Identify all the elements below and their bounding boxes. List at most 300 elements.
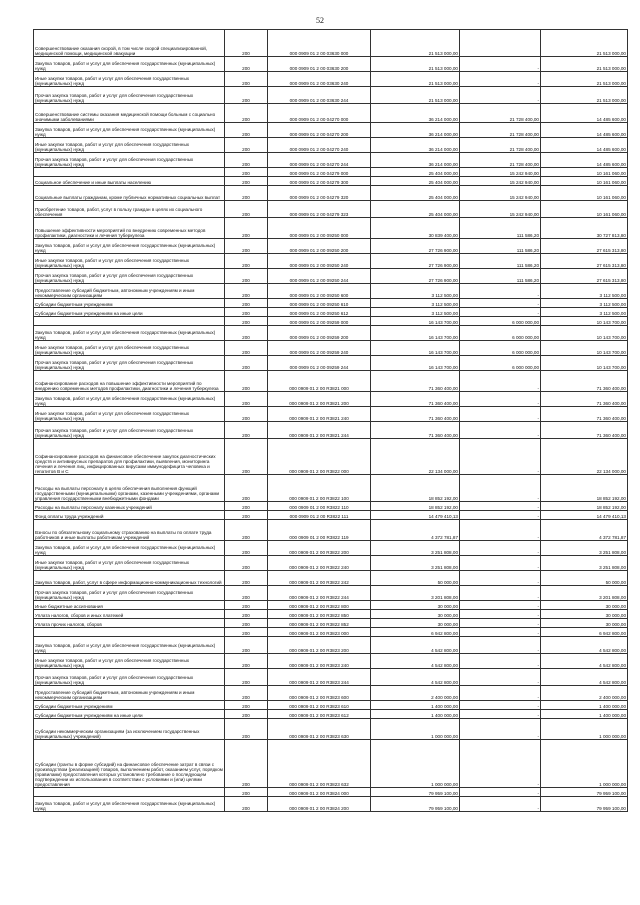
table-row <box>34 177 628 186</box>
row-approved-amount-cell: 25 404 000,00 <box>371 186 460 201</box>
row-classification-code-cell: 000 0909 01 2 00 R3821 200 <box>268 392 371 407</box>
row-remaining-amount-cell: 22 134 000,00 <box>541 439 628 475</box>
row-approved-amount-cell: 4 542 800,00 <box>371 654 460 669</box>
row-approved-amount-cell: 27 726 900,00 <box>371 254 460 269</box>
row-remaining-amount-cell: 10 161 060,00 <box>541 177 628 186</box>
row-remaining-amount-cell: 10 143 700,00 <box>541 356 628 371</box>
row-classification-code-cell: 000 0909 01 2 00 R3822 110 <box>268 502 371 511</box>
row-executed-amount-cell: 6 000 000,00 <box>460 341 541 356</box>
row-executed-amount-cell: 6 000 000,00 <box>460 356 541 371</box>
row-name-cell: Закупка товаров, работ и услуг для обеспечения государственных (муниципальных) нужд <box>34 326 225 341</box>
table-row <box>34 392 628 407</box>
row-code-cell: 200 <box>225 87 268 104</box>
row-executed-amount-cell: - <box>460 740 541 788</box>
row-executed-amount-cell: 21 728 400,00 <box>460 138 541 153</box>
table-row <box>34 628 628 637</box>
row-remaining-amount-cell: 14 485 600,00 <box>541 104 628 123</box>
table-row <box>34 57 628 72</box>
row-classification-code-cell: 000 0909 01 2 00 04270 200 <box>268 123 371 138</box>
row-executed-amount-cell: 15 242 940,00 <box>460 186 541 201</box>
row-executed-amount-cell: - <box>460 371 541 392</box>
row-classification-code-cell: 000 0909 01 2 00 R3822 111 <box>268 511 371 520</box>
row-name-cell: Прочая закупка товаров, работ и услуг для обеспечения государственных (муниципальных) нужд <box>34 87 225 104</box>
row-code-cell: 200 <box>225 317 268 326</box>
row-classification-code-cell: 000 0909 01 2 00 09250 200 <box>268 239 371 254</box>
row-classification-code-cell: 000 0909 01 2 00 09259 000 <box>268 317 371 326</box>
row-classification-code-cell: 000 0909 01 2 00 R3823 600 <box>268 686 371 701</box>
row-name-cell: Предоставление субсидий бюджетным, автономным учреждениям и иным некоммерческим организациям <box>34 686 225 701</box>
table-row <box>34 654 628 669</box>
row-code-cell: 200 <box>225 254 268 269</box>
row-name-cell: Предоставление субсидий бюджетным, автономным учреждениям и иным некоммерческим организациям <box>34 284 225 299</box>
row-executed-amount-cell: 111 586,20 <box>460 254 541 269</box>
row-name-cell: Закупка товаров, работ и услуг для обеспечения государственных (муниципальных) нужд <box>34 637 225 654</box>
row-executed-amount-cell <box>460 30 541 57</box>
row-executed-amount-cell: 111 586,20 <box>460 269 541 284</box>
row-code-cell: 200 <box>225 502 268 511</box>
row-name-cell <box>34 168 225 177</box>
row-code-cell: 200 <box>225 392 268 407</box>
row-name-cell: Закупка товаров, работ и услуг для обеспечения государственных (муниципальных) нужд <box>34 57 225 72</box>
table-row <box>34 317 628 326</box>
row-classification-code-cell: 000 0909 01 2 00 04279 323 <box>268 201 371 218</box>
row-name-cell: Закупка товаров, работ и услуг для обеспечения государственных (муниципальных) нужд <box>34 541 225 556</box>
row-classification-code-cell: 000 0909 01 2 00 R3821 240 <box>268 407 371 422</box>
row-code-cell: 200 <box>225 168 268 177</box>
row-classification-code-cell: 000 0909 01 2 00 03630 000 <box>268 30 371 57</box>
row-remaining-amount-cell: 10 143 700,00 <box>541 317 628 326</box>
row-name-cell: Иные закупки товаров, работ и услуг для обеспечения государственных (муниципальных) нужд <box>34 72 225 87</box>
row-approved-amount-cell: 21 513 000,00 <box>371 72 460 87</box>
row-remaining-amount-cell: 30 000,00 <box>541 610 628 619</box>
row-remaining-amount-cell: 1 400 000,00 <box>541 710 628 719</box>
table-row <box>34 669 628 686</box>
table-row <box>34 701 628 710</box>
row-approved-amount-cell: 18 852 192,00 <box>371 502 460 511</box>
row-executed-amount-cell: 111 586,20 <box>460 239 541 254</box>
row-executed-amount-cell: - <box>460 654 541 669</box>
row-classification-code-cell: 000 0909 01 2 00 09250 244 <box>268 269 371 284</box>
row-code-cell: 200 <box>225 586 268 601</box>
table-row <box>34 308 628 317</box>
row-name-cell: Субсидии бюджетным учреждениям <box>34 701 225 710</box>
row-remaining-amount-cell: 4 372 781,87 <box>541 520 628 541</box>
row-classification-code-cell: 000 0909 01 2 00 04279 000 <box>268 168 371 177</box>
row-approved-amount-cell: 3 112 500,00 <box>371 299 460 308</box>
row-remaining-amount-cell: 10 161 060,00 <box>541 168 628 177</box>
row-classification-code-cell: 000 0909 01 2 00 R3822 242 <box>268 571 371 586</box>
row-classification-code-cell: 000 0909 01 2 00 R3822 200 <box>268 541 371 556</box>
row-approved-amount-cell: 30 000,00 <box>371 610 460 619</box>
row-approved-amount-cell: 6 942 800,00 <box>371 628 460 637</box>
row-classification-code-cell: 000 0909 01 2 00 04279 320 <box>268 186 371 201</box>
row-executed-amount-cell: - <box>460 628 541 637</box>
table-row <box>34 556 628 571</box>
row-name-cell: Уплата прочих налогов, сборов <box>34 619 225 628</box>
row-remaining-amount-cell: 21 513 000,00 <box>541 87 628 104</box>
row-name-cell: Социальные выплаты гражданам, кроме публичных нормативных социальных выплат <box>34 186 225 201</box>
row-remaining-amount-cell: 30 000,00 <box>541 619 628 628</box>
table-row <box>34 422 628 439</box>
row-executed-amount-cell: 15 242 940,00 <box>460 177 541 186</box>
row-remaining-amount-cell: 10 161 060,00 <box>541 201 628 218</box>
row-classification-code-cell: 000 0909 01 2 00 R3822 244 <box>268 586 371 601</box>
row-remaining-amount-cell: 10 143 700,00 <box>541 341 628 356</box>
table-row <box>34 123 628 138</box>
row-remaining-amount-cell: 21 513 000,00 <box>541 30 628 57</box>
row-code-cell: 200 <box>225 719 268 740</box>
row-name-cell: Повышение эффективности мероприятий по внедрению современных методов профилактики, диагностики и лечения туберкулеза <box>34 218 225 239</box>
row-approved-amount-cell: 79 959 100,00 <box>371 797 460 812</box>
row-code-cell: 200 <box>225 407 268 422</box>
table-row <box>34 571 628 586</box>
row-classification-code-cell: 000 0909 01 2 00 R3822 119 <box>268 520 371 541</box>
row-remaining-amount-cell: 14 485 600,00 <box>541 123 628 138</box>
row-executed-amount-cell: 15 242 940,00 <box>460 201 541 218</box>
row-approved-amount-cell: 3 112 500,00 <box>371 284 460 299</box>
table-row <box>34 407 628 422</box>
row-remaining-amount-cell: 10 161 060,00 <box>541 186 628 201</box>
row-approved-amount-cell: 71 360 400,00 <box>371 422 460 439</box>
table-row <box>34 619 628 628</box>
table-row <box>34 239 628 254</box>
row-executed-amount-cell: - <box>460 586 541 601</box>
row-name-cell: Фонд оплаты труда учреждений <box>34 511 225 520</box>
row-approved-amount-cell: 3 251 808,00 <box>371 556 460 571</box>
row-executed-amount-cell: - <box>460 669 541 686</box>
row-name-cell: Субсидии бюджетным учреждениям на иные цели <box>34 308 225 317</box>
row-code-cell: 200 <box>225 123 268 138</box>
row-name-cell: Закупка товаров, работ и услуг для обеспечения государственных (муниципальных) нужд <box>34 239 225 254</box>
row-code-cell: 200 <box>225 269 268 284</box>
row-code-cell: 200 <box>225 239 268 254</box>
row-classification-code-cell: 000 0909 01 2 00 09250 612 <box>268 308 371 317</box>
row-approved-amount-cell: 71 360 400,00 <box>371 407 460 422</box>
row-approved-amount-cell: 71 360 400,00 <box>371 371 460 392</box>
row-remaining-amount-cell: 3 251 808,00 <box>541 541 628 556</box>
row-executed-amount-cell: - <box>460 701 541 710</box>
row-executed-amount-cell: - <box>460 87 541 104</box>
row-executed-amount-cell: - <box>460 710 541 719</box>
row-code-cell: 200 <box>225 371 268 392</box>
row-classification-code-cell: 000 0909 01 2 00 R3822 100 <box>268 475 371 502</box>
row-name-cell: Закупка товаров, работ, услуг в сфере информационно-коммуникационных технологий <box>34 571 225 586</box>
row-name-cell: Субсидии бюджетным учреждениям <box>34 299 225 308</box>
row-code-cell: 200 <box>225 104 268 123</box>
row-code-cell: 200 <box>225 218 268 239</box>
row-name-cell: Иные закупки товаров, работ и услуг для обеспечения государственных (муниципальных) нужд <box>34 341 225 356</box>
row-name-cell: Прочая закупка товаров, работ и услуг для обеспечения государственных (муниципальных) нужд <box>34 153 225 168</box>
row-executed-amount-cell: - <box>460 299 541 308</box>
table-row <box>34 710 628 719</box>
table-row <box>34 326 628 341</box>
table-row <box>34 138 628 153</box>
row-classification-code-cell: 000 0909 01 2 00 04270 244 <box>268 153 371 168</box>
row-code-cell: 200 <box>225 341 268 356</box>
table-row <box>34 520 628 541</box>
row-executed-amount-cell: - <box>460 284 541 299</box>
row-approved-amount-cell: 27 726 900,00 <box>371 269 460 284</box>
row-code-cell: 200 <box>225 186 268 201</box>
row-code-cell: 200 <box>225 619 268 628</box>
row-remaining-amount-cell: 21 513 000,00 <box>541 72 628 87</box>
row-executed-amount-cell: - <box>460 788 541 797</box>
row-remaining-amount-cell: 14 485 600,00 <box>541 138 628 153</box>
row-remaining-amount-cell: 3 112 500,00 <box>541 308 628 317</box>
row-approved-amount-cell: 25 404 000,00 <box>371 177 460 186</box>
row-name-cell: Прочая закупка товаров, работ и услуг для обеспечения государственных (муниципальных) нужд <box>34 269 225 284</box>
row-classification-code-cell: 000 0909 01 2 00 09250 610 <box>268 299 371 308</box>
row-name-cell: Иные бюджетные ассигнования <box>34 601 225 610</box>
row-classification-code-cell: 000 0909 01 2 00 R3822 000 <box>268 439 371 475</box>
row-classification-code-cell: 000 0909 01 2 00 R3823 612 <box>268 710 371 719</box>
row-approved-amount-cell: 1 400 000,00 <box>371 701 460 710</box>
row-classification-code-cell: 000 0909 01 2 00 R3823 200 <box>268 637 371 654</box>
row-remaining-amount-cell: 50 000,00 <box>541 571 628 586</box>
row-executed-amount-cell: - <box>460 475 541 502</box>
table-row <box>34 740 628 788</box>
row-classification-code-cell: 000 0909 01 2 00 09250 240 <box>268 254 371 269</box>
row-classification-code-cell: 000 0909 01 2 00 R3822 800 <box>268 601 371 610</box>
row-approved-amount-cell: 36 214 000,00 <box>371 138 460 153</box>
row-remaining-amount-cell: 1 000 000,00 <box>541 719 628 740</box>
row-approved-amount-cell: 3 251 808,00 <box>371 541 460 556</box>
row-executed-amount-cell: - <box>460 601 541 610</box>
row-executed-amount-cell: - <box>460 422 541 439</box>
row-executed-amount-cell: - <box>460 308 541 317</box>
row-name-cell: Закупка товаров, работ и услуг для обеспечения государственных (муниципальных) нужд <box>34 392 225 407</box>
row-remaining-amount-cell: 10 143 700,00 <box>541 326 628 341</box>
row-code-cell: 200 <box>225 30 268 57</box>
row-approved-amount-cell: 21 513 000,00 <box>371 57 460 72</box>
row-code-cell: 200 <box>225 72 268 87</box>
row-executed-amount-cell: - <box>460 439 541 475</box>
row-remaining-amount-cell: 4 542 800,00 <box>541 654 628 669</box>
row-code-cell: 200 <box>225 422 268 439</box>
row-name-cell: Прочая закупка товаров, работ и услуг для обеспечения государственных (муниципальных) нужд <box>34 586 225 601</box>
table-row <box>34 610 628 619</box>
row-executed-amount-cell: - <box>460 610 541 619</box>
row-code-cell: 200 <box>225 541 268 556</box>
row-code-cell: 200 <box>225 669 268 686</box>
row-name-cell: Субсидии (гранты в форме субсидий) на финансовое обеспечение затрат в связи с производством (реализацией) товаров, выполнением работ, оказанием услуг, порядком (правилами) предоставления которых установлено требование о последующем подтверждении их использования в соответствии с условиями и (или) целями предоставления <box>34 740 225 788</box>
table-row <box>34 201 628 218</box>
row-approved-amount-cell: 21 513 000,00 <box>371 30 460 57</box>
row-name-cell: Иные закупки товаров, работ и услуг для обеспечения государственных (муниципальных) нужд <box>34 138 225 153</box>
row-classification-code-cell: 000 0909 01 2 00 04279 300 <box>268 177 371 186</box>
row-classification-code-cell: 000 0909 01 2 00 R3823 244 <box>268 669 371 686</box>
row-approved-amount-cell: 14 479 410,13 <box>371 511 460 520</box>
row-executed-amount-cell: - <box>460 571 541 586</box>
row-classification-code-cell: 000 0909 01 2 00 R3823 240 <box>268 654 371 669</box>
row-classification-code-cell: 000 0909 01 2 00 R3823 610 <box>268 701 371 710</box>
table-row <box>34 87 628 104</box>
row-approved-amount-cell: 30 000,00 <box>371 601 460 610</box>
row-approved-amount-cell: 4 372 781,87 <box>371 520 460 541</box>
row-approved-amount-cell: 1 000 000,00 <box>371 740 460 788</box>
table-row <box>34 356 628 371</box>
row-remaining-amount-cell: 18 852 192,00 <box>541 475 628 502</box>
row-approved-amount-cell: 1 400 000,00 <box>371 710 460 719</box>
table-row <box>34 153 628 168</box>
row-approved-amount-cell: 30 839 400,00 <box>371 218 460 239</box>
row-name-cell: Приобретение товаров, работ, услуг в пользу граждан в целях их социального обеспечения <box>34 201 225 218</box>
table-row <box>34 186 628 201</box>
table-row <box>34 637 628 654</box>
row-remaining-amount-cell: 4 542 800,00 <box>541 637 628 654</box>
row-remaining-amount-cell: 3 201 808,00 <box>541 586 628 601</box>
row-code-cell: 200 <box>225 299 268 308</box>
row-approved-amount-cell: 36 214 000,00 <box>371 104 460 123</box>
row-code-cell: 200 <box>225 326 268 341</box>
row-name-cell: Взносы по обязательному социальному страхованию на выплаты по оплате труда работников и иные выплаты работникам учреждений <box>34 520 225 541</box>
row-classification-code-cell: 000 0909 01 2 00 09250 000 <box>268 218 371 239</box>
row-code-cell: 200 <box>225 686 268 701</box>
row-classification-code-cell: 000 0909 01 2 00 R3823 000 <box>268 628 371 637</box>
row-code-cell: 200 <box>225 628 268 637</box>
table-row <box>34 168 628 177</box>
row-code-cell: 200 <box>225 57 268 72</box>
row-remaining-amount-cell: 71 360 400,00 <box>541 392 628 407</box>
row-remaining-amount-cell: 71 360 400,00 <box>541 407 628 422</box>
row-executed-amount-cell: - <box>460 57 541 72</box>
table-row <box>34 788 628 797</box>
row-name-cell: Иные закупки товаров, работ и услуг для обеспечения государственных (муниципальных) нужд <box>34 407 225 422</box>
row-remaining-amount-cell: 30 727 813,80 <box>541 218 628 239</box>
row-executed-amount-cell: - <box>460 637 541 654</box>
table-row <box>34 586 628 601</box>
row-remaining-amount-cell: 6 942 800,00 <box>541 628 628 637</box>
row-remaining-amount-cell: 79 959 100,00 <box>541 788 628 797</box>
row-executed-amount-cell: 21 728 400,00 <box>460 123 541 138</box>
row-remaining-amount-cell: 1 400 000,00 <box>541 701 628 710</box>
table-row <box>34 30 628 57</box>
row-name-cell: Софинансирование расходов на повышение эффективности мероприятий по внедрению современных методов профилактики, диагностики и лечения туберкулеза <box>34 371 225 392</box>
row-executed-amount-cell: - <box>460 541 541 556</box>
row-approved-amount-cell: 2 400 000,00 <box>371 686 460 701</box>
row-remaining-amount-cell: 79 959 100,00 <box>541 797 628 812</box>
row-code-cell: 200 <box>225 511 268 520</box>
row-name-cell: Иные закупки товаров, работ и услуг для обеспечения государственных (муниципальных) нужд <box>34 254 225 269</box>
row-classification-code-cell: 000 0909 01 2 00 03630 244 <box>268 87 371 104</box>
row-name-cell: Совершенствование оказания скорой, в том числе скорой специализированной, медицинской помощи, медицинской эвакуации <box>34 30 225 57</box>
row-name-cell: Закупка товаров, работ и услуг для обеспечения государственных (муниципальных) нужд <box>34 797 225 812</box>
row-remaining-amount-cell: 3 112 500,00 <box>541 284 628 299</box>
row-executed-amount-cell: - <box>460 719 541 740</box>
row-approved-amount-cell: 4 542 800,00 <box>371 669 460 686</box>
row-code-cell: 200 <box>225 520 268 541</box>
row-executed-amount-cell: 6 000 000,00 <box>460 317 541 326</box>
row-classification-code-cell: 000 0909 01 2 00 04270 240 <box>268 138 371 153</box>
row-approved-amount-cell: 1 000 000,00 <box>371 719 460 740</box>
row-remaining-amount-cell: 1 000 000,00 <box>541 740 628 788</box>
row-classification-code-cell: 000 0909 01 2 00 R3821 244 <box>268 422 371 439</box>
row-name-cell: Прочая закупка товаров, работ и услуг для обеспечения государственных (муниципальных) нужд <box>34 356 225 371</box>
row-executed-amount-cell: 15 242 940,00 <box>460 168 541 177</box>
row-name-cell: Социальное обеспечение и иные выплаты населению <box>34 177 225 186</box>
row-approved-amount-cell: 25 404 000,00 <box>371 168 460 177</box>
row-approved-amount-cell: 25 404 000,00 <box>371 201 460 218</box>
table-row <box>34 686 628 701</box>
row-remaining-amount-cell: 27 615 313,80 <box>541 254 628 269</box>
row-executed-amount-cell: - <box>460 392 541 407</box>
row-code-cell: 200 <box>225 356 268 371</box>
row-approved-amount-cell: 50 000,00 <box>371 571 460 586</box>
row-code-cell: 200 <box>225 710 268 719</box>
row-remaining-amount-cell: 14 485 600,00 <box>541 153 628 168</box>
row-classification-code-cell: 000 0909 01 2 00 R3824 200 <box>268 797 371 812</box>
table-row <box>34 341 628 356</box>
table-row <box>34 371 628 392</box>
row-executed-amount-cell: - <box>460 502 541 511</box>
row-name-cell <box>34 317 225 326</box>
row-remaining-amount-cell: 71 360 400,00 <box>541 422 628 439</box>
row-code-cell: 200 <box>225 284 268 299</box>
row-code-cell: 200 <box>225 637 268 654</box>
row-executed-amount-cell: - <box>460 619 541 628</box>
row-classification-code-cell: 000 0909 01 2 00 R3822 240 <box>268 556 371 571</box>
table-row <box>34 719 628 740</box>
row-approved-amount-cell: 22 134 000,00 <box>371 439 460 475</box>
row-executed-amount-cell: 21 728 400,00 <box>460 104 541 123</box>
row-remaining-amount-cell: 71 360 400,00 <box>541 371 628 392</box>
row-name-cell: Уплата налогов, сборов и иных платежей <box>34 610 225 619</box>
row-code-cell: 200 <box>225 308 268 317</box>
row-code-cell: 200 <box>225 654 268 669</box>
row-name-cell: Субсидии некоммерческим организациям (за исключением государственных (муниципальных) учреждений) <box>34 719 225 740</box>
table-row <box>34 511 628 520</box>
row-approved-amount-cell: 36 214 000,00 <box>371 123 460 138</box>
row-approved-amount-cell: 3 201 808,00 <box>371 586 460 601</box>
row-executed-amount-cell: - <box>460 797 541 812</box>
row-remaining-amount-cell: 14 479 410,13 <box>541 511 628 520</box>
row-approved-amount-cell: 4 542 800,00 <box>371 637 460 654</box>
row-remaining-amount-cell: 3 251 808,00 <box>541 556 628 571</box>
row-remaining-amount-cell: 27 615 313,80 <box>541 269 628 284</box>
table-row <box>34 797 628 812</box>
row-classification-code-cell: 000 0909 01 2 00 R3823 632 <box>268 740 371 788</box>
row-approved-amount-cell: 21 513 000,00 <box>371 87 460 104</box>
row-code-cell: 200 <box>225 571 268 586</box>
row-approved-amount-cell: 30 000,00 <box>371 619 460 628</box>
row-code-cell: 200 <box>225 201 268 218</box>
row-name-cell <box>34 628 225 637</box>
table-row <box>34 284 628 299</box>
row-executed-amount-cell: - <box>460 407 541 422</box>
table-row <box>34 269 628 284</box>
row-executed-amount-cell: - <box>460 556 541 571</box>
row-code-cell: 200 <box>225 153 268 168</box>
budget-table-body <box>34 30 628 812</box>
row-name-cell: Иные закупки товаров, работ и услуг для обеспечения государственных (муниципальных) нужд <box>34 654 225 669</box>
row-classification-code-cell: 000 0909 01 2 00 R3824 000 <box>268 788 371 797</box>
row-approved-amount-cell: 79 959 100,00 <box>371 788 460 797</box>
row-executed-amount-cell: - <box>460 72 541 87</box>
table-row <box>34 502 628 511</box>
row-code-cell: 200 <box>225 797 268 812</box>
table-row <box>34 475 628 502</box>
row-classification-code-cell: 000 0909 01 2 00 R3821 000 <box>268 371 371 392</box>
row-remaining-amount-cell: 4 542 800,00 <box>541 669 628 686</box>
row-approved-amount-cell: 18 852 192,00 <box>371 475 460 502</box>
row-name-cell: Софинансирование расходов на финансовое обеспечение закупок диагностических средств и антивирусных препаратов для профилактики, выявления, мониторинга лечения и лечения лиц, инфицированных вирусами иммунодефицита человека и гепатитов В и С <box>34 439 225 475</box>
row-remaining-amount-cell: 27 615 313,80 <box>541 239 628 254</box>
row-code-cell: 200 <box>225 556 268 571</box>
row-classification-code-cell: 000 0909 01 2 00 03630 200 <box>268 57 371 72</box>
row-code-cell: 200 <box>225 439 268 475</box>
row-approved-amount-cell: 16 143 700,00 <box>371 317 460 326</box>
row-name-cell: Совершенствование системы оказания медицинской помощи больным с социально значимыми заболеваниями <box>34 104 225 123</box>
